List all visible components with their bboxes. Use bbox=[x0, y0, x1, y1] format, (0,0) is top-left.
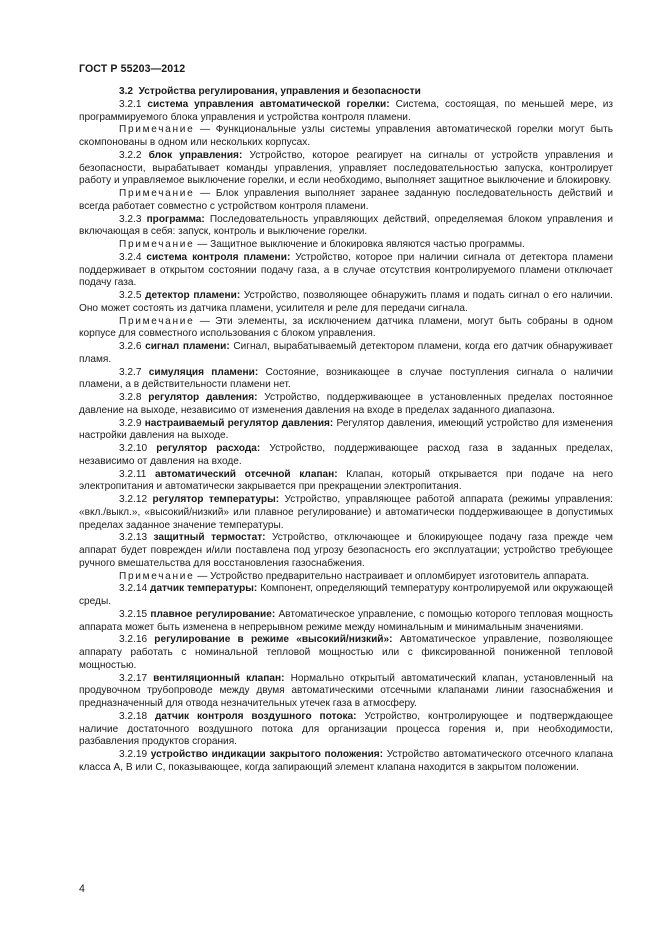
definition-paragraph bbox=[79, 634, 613, 672]
section-number: 3.2 bbox=[119, 86, 134, 97]
definition-number: 3.2.15 bbox=[119, 608, 148, 620]
definition-text: Устройство, поддерживающее в установленных пределах постоянное давление на выходе, независимо от изменения давления на входе в пределах заданного диапазона. bbox=[79, 392, 613, 416]
definition-number: 3.2.1 bbox=[119, 98, 142, 110]
note-paragraph bbox=[79, 316, 613, 342]
definition-paragraph bbox=[79, 418, 613, 444]
definition-paragraph bbox=[79, 252, 613, 290]
definition-term: система контроля пламени: bbox=[146, 251, 291, 263]
definition-term: вентиляционный клапан: bbox=[153, 672, 285, 684]
definition-paragraph bbox=[79, 609, 613, 635]
definition-term: сигнал пламени: bbox=[145, 341, 230, 352]
definition-number: 3.2.13 bbox=[119, 532, 148, 544]
definition-term: плавное регулирование: bbox=[150, 608, 276, 620]
definition-term: автоматический отсечной клапан: bbox=[154, 468, 338, 480]
definition-paragraph bbox=[79, 711, 613, 749]
definition-term: детектор пламени: bbox=[145, 290, 241, 301]
definition-number: 3.2.9 bbox=[119, 417, 142, 429]
definition-number: 3.2.6 bbox=[119, 341, 142, 352]
definition-number: 3.2.16 bbox=[119, 634, 148, 646]
definition-paragraph bbox=[79, 290, 613, 316]
definition-paragraph bbox=[79, 150, 613, 188]
definition-number: 3.2.3 bbox=[119, 213, 142, 225]
document-body bbox=[79, 86, 613, 775]
definition-paragraph bbox=[79, 99, 613, 125]
definition-text: Последовательность управляющих действий, определяемая блоком управления и включающая в себя: запуск, контроль и выключение горелки. bbox=[79, 213, 613, 238]
definition-text: Нормально открытый автоматический клапан, установленный на продувочном трубопроводе между двумя автоматическими отсечными клапанами линии газоснабжения и предназначенный для отвода незначительных утечек газа в атмосферу. bbox=[79, 672, 613, 709]
note-text: — Функциональные узлы системы управления автоматической горелки могут быть скомпонованы в одном или нескольких корпусах. bbox=[79, 124, 614, 148]
document-header: ГОСТ Р 55203—2012 bbox=[79, 63, 186, 75]
note-label: Примечание bbox=[119, 124, 195, 136]
note-label: Примечание bbox=[119, 315, 195, 327]
definition-term: защитный термостат: bbox=[153, 532, 266, 544]
definition-paragraph bbox=[79, 367, 613, 393]
definition-number: 3.2.14 bbox=[119, 583, 148, 595]
definition-text: Устройство, отключающее и блокирующее подачу газа прежде чем аппарат будет поврежден и/или поставлена под угрозу безопасность его эксплуатации; устройство требующее ручного вмешательства для восстановления газоснабжения. bbox=[79, 532, 613, 569]
definition-text: Устройство, которое реагирует на сигналы от устройств управления и безопасности, вырабатывает команды управления, управляет последовательностью запуска, контролирует работу и управляемое выключение горелки, и если необходимо, выполняет защитное выключение и блокировку. bbox=[79, 149, 613, 187]
definition-text: Система, состоящая, по меньшей мере, из программируемого блока управления и устройства контроля пламени. bbox=[79, 98, 613, 123]
definition-term: устройство индикации закрытого положения: bbox=[150, 749, 384, 760]
definition-text: Устройство, позволяющее обнаружить пламя и подать сигнал о его наличии. Оно может состоять из датчика пламени, усилителя и реле для передачи сигнала. bbox=[79, 290, 613, 314]
definition-text: Устройство, поддерживающее расход газа в заданных пределах, независимо от давления на входе. bbox=[79, 443, 614, 467]
definition-text: Компонент, определяющий температуру контролируемой или окружающей среды. bbox=[79, 583, 613, 607]
note-label: Примечание bbox=[119, 570, 195, 582]
definition-text: Сигнал, вырабатываемый детектором пламени, когда его датчик обнаруживает пламя. bbox=[79, 341, 613, 365]
note-text: — Эти элементы, за исключением датчика пламени, могут быть собраны в одном корпусе для совместного использования с блоком управления. bbox=[79, 315, 613, 340]
definition-text: Автоматическое управление, позволяющее аппарату работать с номинальной тепловой мощностью или с фиксированной пониженной тепловой мощностью. bbox=[79, 634, 613, 671]
definition-text: Клапан, который открывается при подаче на него электропитания и автоматически закрывается при прекращении электропитания. bbox=[79, 468, 613, 493]
note-text: — Блок управления выполняет заранее заданную последовательность действий и всегда работает совместно с устройством контроля пламени. bbox=[79, 188, 614, 212]
note-paragraph bbox=[79, 124, 613, 150]
definition-paragraph bbox=[79, 749, 613, 775]
definition-number: 3.2.5 bbox=[119, 290, 142, 301]
definition-term: датчик температуры: bbox=[150, 583, 258, 595]
definition-text: Устройство автоматического отсечного клапана класса А, В или С, показывающее, когда запирающий элемент клапана находится в закрытом положении. bbox=[79, 749, 613, 773]
note-label: Примечание bbox=[119, 188, 195, 199]
definition-term: настраиваемый регулятор давления: bbox=[144, 417, 334, 429]
definition-paragraph bbox=[79, 583, 613, 609]
definition-text: Устройство, управляющее работой аппарата (режимы управления: «вкл./выкл.», «высокий/низкий» или плавное регулирование) и автоматически поддерживающее в допустимых пределах заданное значение температуры. bbox=[79, 494, 613, 531]
definition-paragraph bbox=[79, 341, 613, 367]
definition-paragraph bbox=[79, 494, 613, 532]
definition-number: 3.2.4 bbox=[119, 251, 142, 263]
definition-paragraph bbox=[79, 673, 613, 711]
definition-number: 3.2.19 bbox=[119, 749, 148, 760]
note-label: Примечание bbox=[119, 239, 195, 250]
paragraph-list bbox=[79, 99, 613, 775]
definition-number: 3.2.10 bbox=[119, 443, 148, 454]
definition-text: Регулятор давления, имеющий устройство для изменения настройки давления на выходе. bbox=[79, 417, 614, 442]
definition-number: 3.2.17 bbox=[119, 672, 148, 684]
definition-term: блок управления: bbox=[148, 149, 243, 161]
definition-text: Устройство, контролирующее и подтверждающее наличие достаточного воздушного потока для организации процесса горения и, при необходимости, разбавления продуктов сгорания. bbox=[79, 710, 613, 748]
note-paragraph bbox=[79, 188, 613, 214]
definition-paragraph bbox=[79, 532, 613, 570]
definition-number: 3.2.2 bbox=[119, 149, 142, 161]
definition-number: 3.2.8 bbox=[119, 392, 142, 403]
section-heading bbox=[79, 86, 613, 99]
definition-number: 3.2.11 bbox=[119, 468, 147, 480]
note-paragraph bbox=[79, 239, 613, 252]
definition-term: регулятор расхода: bbox=[156, 443, 261, 454]
definition-term: симуляция пламени: bbox=[148, 366, 259, 378]
definition-text: Автоматическое управление, с помощью которого тепловая мощность аппарата может быть изменена в непрерывном режиме между номинальным и минимальным значениями. bbox=[79, 608, 613, 633]
page-number: 4 bbox=[79, 883, 85, 895]
note-text: — Защитное выключение и блокировка являются частью программы. bbox=[197, 239, 525, 250]
note-paragraph bbox=[79, 571, 613, 584]
definition-paragraph bbox=[79, 469, 613, 495]
definition-term: датчик контроля воздушного потока: bbox=[155, 710, 357, 722]
definition-paragraph bbox=[79, 443, 613, 469]
definition-term: регулятор температуры: bbox=[152, 494, 280, 505]
definition-text: Устройство, которое при наличии сигнала от детектора пламени поддерживает в открытом состоянии подачу газа, а в случае отсутствия контролируемого пламени отключает подачу газа. bbox=[79, 251, 613, 289]
definition-term: программа: bbox=[146, 213, 205, 225]
definition-text: Состояние, возникающее в случае поступления сигнала о наличии пламени, а в действительности пламени нет. bbox=[79, 366, 613, 391]
definition-term: регулирование в режиме «высокий/низкий»: bbox=[154, 634, 393, 646]
definition-term: система управления автоматической горелки: bbox=[147, 98, 390, 110]
definition-paragraph bbox=[79, 214, 613, 240]
definition-number: 3.2.18 bbox=[119, 710, 148, 722]
note-text: — Устройство предварительно настраивает и опломбирует изготовитель аппарата. bbox=[197, 570, 590, 582]
definition-number: 3.2.7 bbox=[119, 366, 142, 378]
definition-paragraph bbox=[79, 392, 613, 418]
section-title: Устройства регулирования, управления и безопасности bbox=[138, 86, 421, 97]
definition-term: регулятор давления: bbox=[148, 392, 258, 403]
definition-number: 3.2.12 bbox=[119, 494, 148, 505]
